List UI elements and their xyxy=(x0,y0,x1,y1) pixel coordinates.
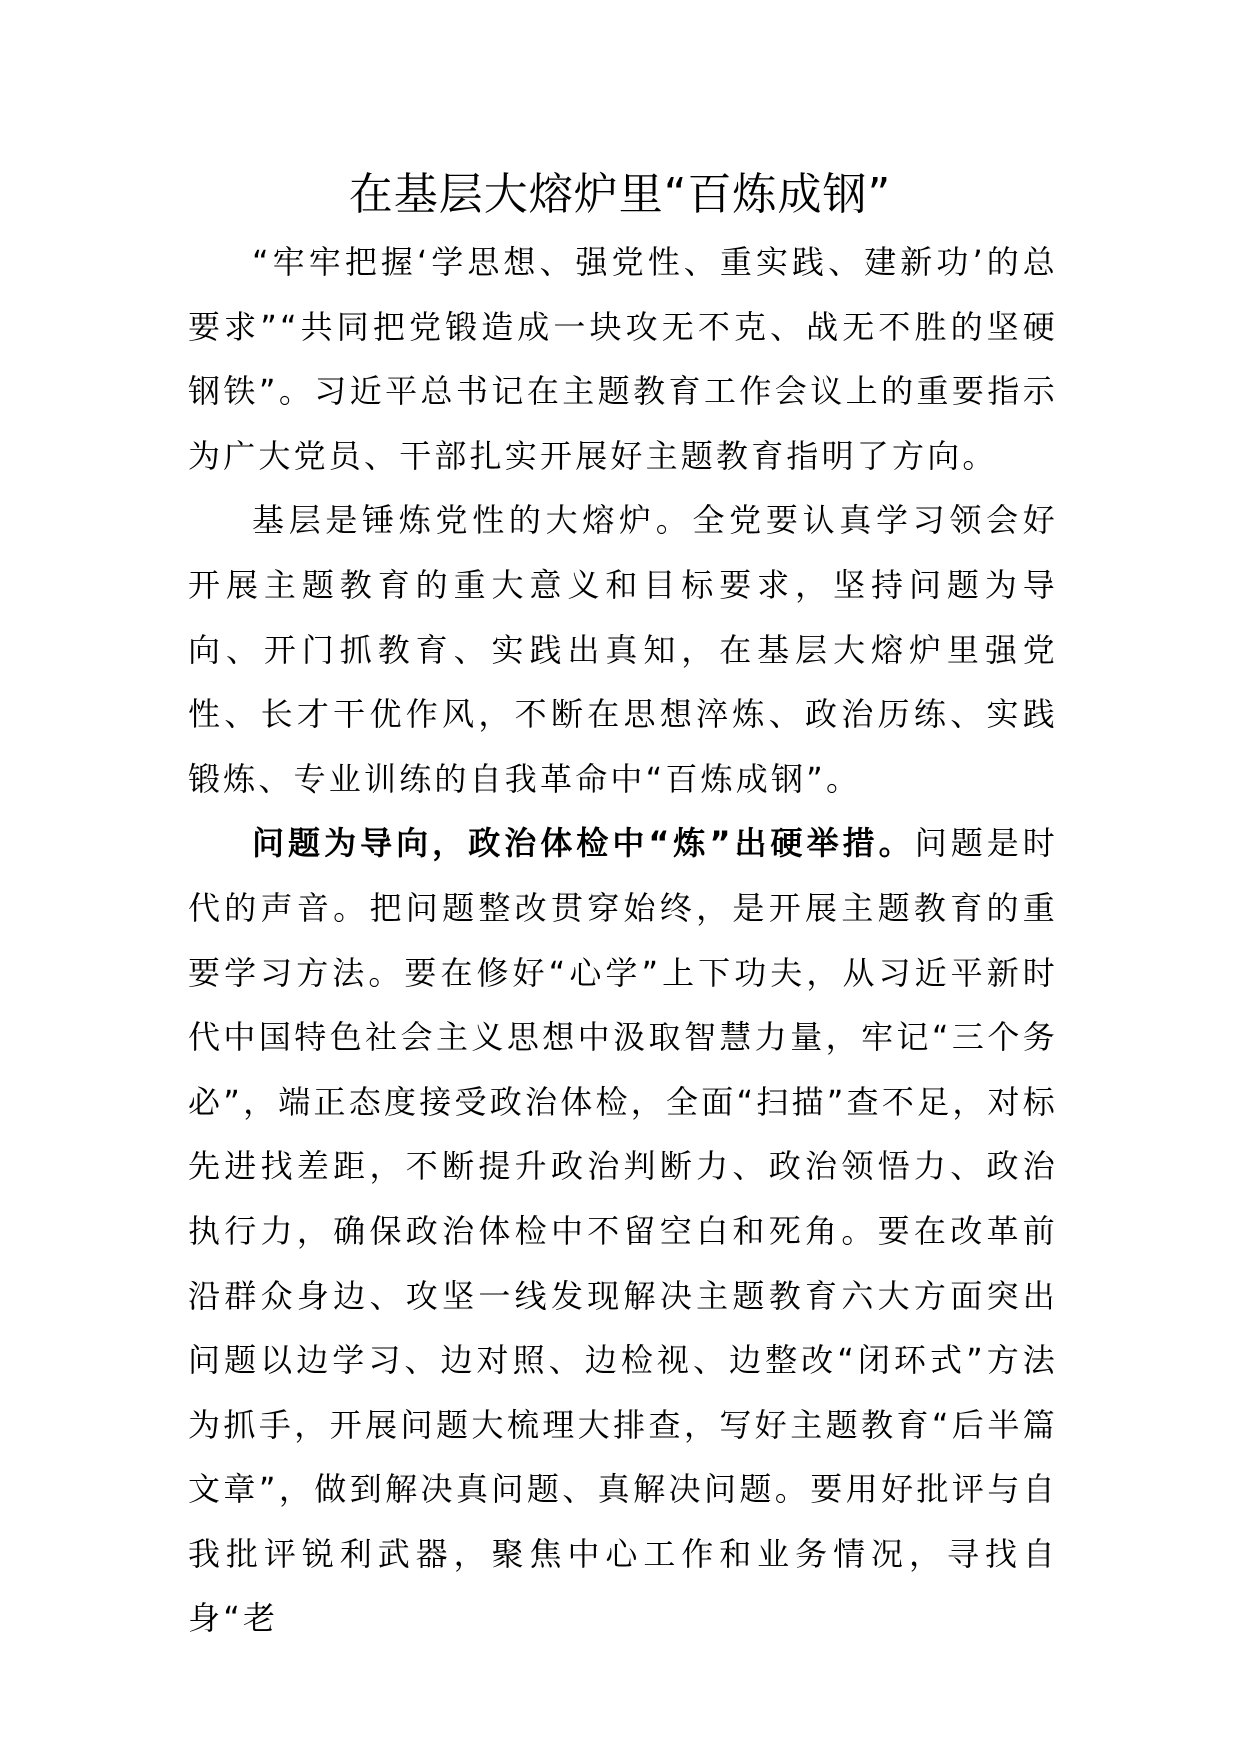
paragraph-2: 基层是锤炼党性的大熔炉。全党要认真学习领会好开展主题教育的重大意义和目标要求，坚持问题为导向、开门抓教育、实践出真知，在基层大熔炉里强党性、长才干优作风，不断在思想淬炼、政治历练、实践锻炼、专业训练的自我革命中“百炼成钢”。 xyxy=(188,501,1058,798)
document-body xyxy=(188,230,1058,1651)
document-title: 在基层大熔炉里“百炼成钢” xyxy=(348,169,892,220)
paragraph-3-lead: 问题为导向，政治体检中“炼”出硬举措。 xyxy=(252,824,915,863)
paragraph-1: “牢牢把握‘学思想、强党性、重实践、建新功’的总要求”“共同把党锻造成一块攻无不克、战无不胜的坚硬钢铁”。习近平总书记在主题教育工作会议上的重要指示为广大党员、干部扎实开展好主题教育指明了方向。 xyxy=(188,243,1058,475)
paragraph-3 xyxy=(188,811,1058,1651)
paragraph-3-text: 问题是时代的声音。把问题整改贯穿始终，是开展主题教育的重要学习方法。要在修好“心学”上下功夫，从习近平新时代中国特色社会主义思想中汲取智慧力量，牢记“三个务必”，端正态度接受政治体检，全面“扫描”查不足，对标先进找差距，不断提升政治判断力、政治领悟力、政治执行力，确保政治体检中不留空白和死角。要在改革前沿群众身边、攻坚一线发现解决主题教育六大方面突出问题以边学习、边对照、边检视、边整改“闭环式”方法为抓手，开展问题大梳理大排查，写好主题教育“后半篇文章”，做到解决真问题、真解决问题。要用好批评与自我批评锐利武器，聚焦中心工作和业务情况，寻找自身“老 xyxy=(188,824,1058,1638)
